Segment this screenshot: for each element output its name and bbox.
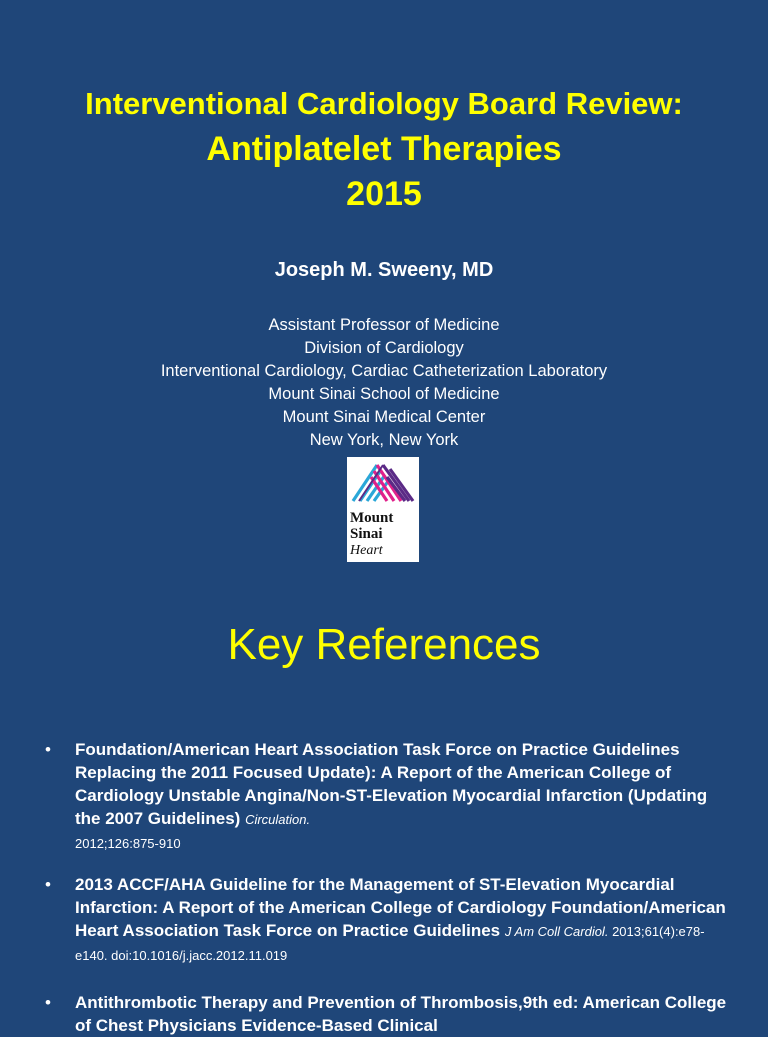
- title-line-1: Interventional Cardiology Board Review:: [85, 86, 683, 121]
- logo-text-mount: Mount: [350, 510, 394, 526]
- logo-text-sinai: Sinai: [350, 526, 383, 542]
- title-line-2: Antiplatelet Therapies: [206, 130, 562, 168]
- affiliation-line: Division of Cardiology: [304, 339, 464, 357]
- reference-details: 2013;61(4):e78-e140. doi:10.1016/j.jacc.2012.11.019: [75, 924, 705, 963]
- affiliation-block: [0, 314, 768, 452]
- bullet-marker: •: [45, 993, 51, 1012]
- affiliation-line: Interventional Cardiology, Cardiac Catheterization Laboratory: [160, 362, 608, 380]
- logo-mountain-icon: [347, 457, 419, 507]
- reference-journal: Circulation.: [245, 812, 311, 827]
- reference-item: [45, 873, 735, 967]
- key-references-title: Key References: [227, 620, 541, 669]
- mount-sinai-heart-logo: [347, 457, 419, 562]
- reference-text: 2013 ACCF/AHA Guideline for the Management of ST-Elevation Myocardial Infarction: A Report of the American College of Cardiology Foundation/American Heart Association Task Force on Practice Guidelines: [75, 875, 726, 940]
- affiliation-line: Mount Sinai Medical Center: [282, 408, 486, 426]
- affiliation-line: Assistant Professor of Medicine: [268, 316, 500, 334]
- bullet-marker: •: [45, 875, 51, 894]
- affiliation-line: New York, New York: [309, 431, 459, 449]
- title-line-3: 2015: [346, 175, 422, 213]
- author-name: Joseph M. Sweeny, MD: [274, 259, 494, 281]
- reference-text: Foundation/American Heart Association Task Force on Practice Guidelines Replacing the 2011 Focused Update): A Report of the American College of Cardiology Unstable Angina/Non-ST-Elevation Myocardial Infarction (Updating the 2007 Guidelines): [75, 740, 708, 828]
- reference-journal: J Am Coll Cardiol.: [504, 924, 609, 939]
- reference-item: [45, 738, 735, 855]
- logo-text-heart: Heart: [350, 543, 383, 558]
- reference-item: [45, 991, 735, 1037]
- bullet-marker: •: [45, 740, 51, 759]
- affiliation-line: Mount Sinai School of Medicine: [268, 385, 500, 403]
- reference-text: Antithrombotic Therapy and Prevention of Thrombosis,9th ed: American College of Chest Physicians Evidence-Based Clinical: [75, 993, 727, 1035]
- reference-details: 2012;126:875-910: [75, 836, 181, 851]
